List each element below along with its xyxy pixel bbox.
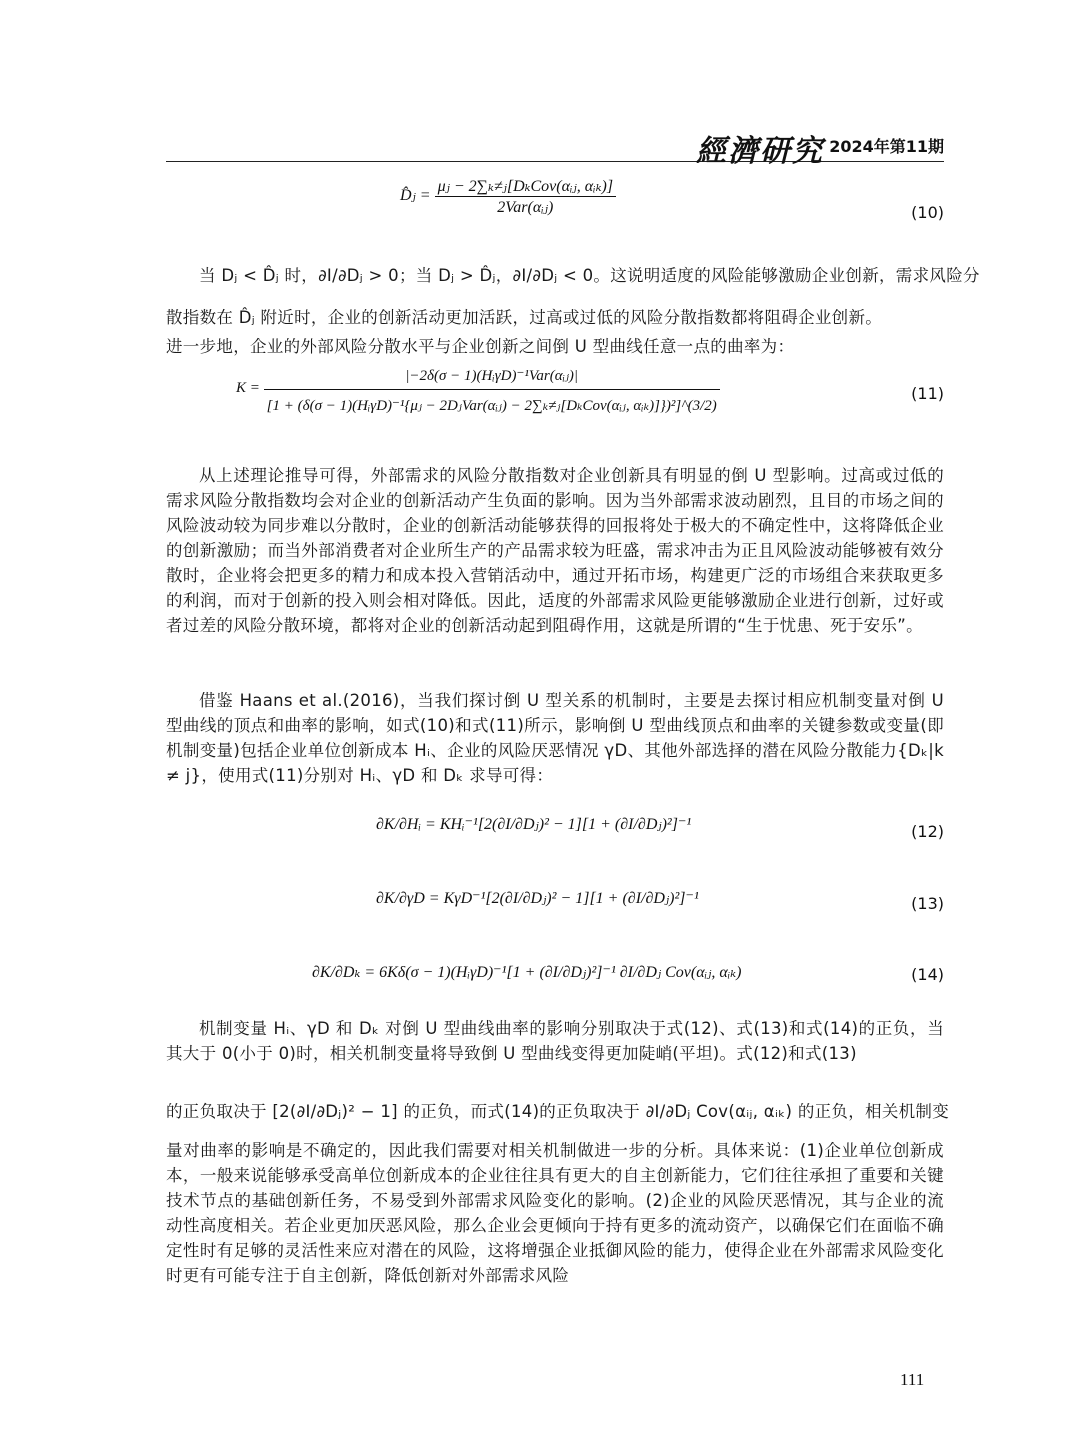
issue-label: 2024年第11期 (829, 137, 944, 156)
paragraph-4-part-b: 的正负取决于 [2(∂I/∂Dⱼ)² − 1] 的正负，而式(14)的正负取决于 ∂I/∂Dⱼ Cov(αᵢⱼ, αᵢₖ) 的正负，相关机制变 (166, 1102, 950, 1121)
paragraph-4-part-c: 量对曲率的影响是不确定的，因此我们需要对相关机制做进一步的分析。具体来说：(1)企业单位创新成本，一般来说能够承受高单位创新成本的企业往往具有更大的自主创新能力，它们往往承担了重要和关键技术节点的基础创新任务，不易受到外部需求风险变化的影响。(2)企业的风险厌恶情况，其与企业的流动性高度相关。若企业更加厌恶风险，那么企业会更倾向于持有更多的流动资产，以确保它们在面临不确定性时有足够的灵活性来应对潜在的风险，这将增强企业抵御风险的能力，使得企业在外部需求风险变化时更有可能专注于自主创新，降低创新对外部需求风险 (166, 1141, 944, 1285)
equation-13 (376, 888, 699, 908)
eq13-rhs: KγD⁻¹[2(∂I/∂Dⱼ)² − 1][1 + (∂I/∂Dⱼ)²]⁻¹ (443, 890, 699, 907)
equation-number-10: (10) (911, 203, 944, 222)
paragraph-1-line-3: 进一步地，企业的外部风险分散水平与企业创新之间倒 U 型曲线任意一点的曲率为： (166, 337, 795, 356)
eq10-numerator: μⱼ − 2∑ₖ≠ⱼ[DₖCov(αᵢⱼ, αᵢₖ)] (435, 176, 617, 197)
equation-10 (400, 176, 616, 217)
equation-number-14: (14) (911, 965, 944, 984)
eq11-numerator: |−2δ(σ − 1)(HᵢγD)⁻¹Var(αᵢⱼ)| (264, 362, 720, 390)
eq10-lhs: D̂ⱼ = (400, 187, 431, 205)
paragraph-4-part-a: 机制变量 Hᵢ、γD 和 Dₖ 对倒 U 型曲线曲率的影响分别取决于式(12)、式(13)和式(14)的正负，当其大于 0(小于 0)时，相关机制变量将导致倒 U 型曲线变得更加陡峭(平坦)。式(12)和式(13) (166, 1019, 944, 1063)
eq13-lhs: ∂K/∂γD = (376, 890, 440, 907)
paragraph-3: 借鉴 Haans et al.(2016)，当我们探讨倒 U 型关系的机制时，主要是去探讨相应机制变量对倒 U 型曲线的顶点和曲率的影响，如式(10)和式(11)所示，影响倒 U 型曲线顶点和曲率的关键参数或变量(即机制变量)包括企业单位创新成本 Hᵢ、企业的风险厌恶情况 γD、其他外部选择的潜在风险分散能力{Dₖ|k ≠ j}，使用式(11)分别对 Hᵢ、γD 和 Dₖ 求导可得： (166, 691, 944, 785)
eq14-lhs: ∂K/∂Dₖ = (312, 964, 376, 981)
journal-name: 經濟研究 (696, 134, 824, 169)
equation-number-12: (12) (911, 822, 944, 841)
equation-14 (312, 962, 741, 982)
page-number: 111 (900, 1370, 925, 1389)
eq11-denominator: [1 + (δ(σ − 1)(HᵢγD)⁻¹{μⱼ − 2DⱼVar(αᵢⱼ) − 2∑ₖ≠ⱼ[DₖCov(αᵢⱼ, αᵢₖ)]})²]^(3/2) (266, 398, 717, 414)
paragraph-1-line-2: 散指数在 D̂ⱼ 附近时，企业的创新活动更加活跃，过高或过低的风险分散指数都将阻碍企业创新。 (166, 308, 883, 327)
eq11-fraction (264, 362, 720, 415)
eq14-rhs: 6Kδ(σ − 1)(HᵢγD)⁻¹[1 + (∂I/∂Dⱼ)²]⁻¹ ∂I/∂Dⱼ Cov(αᵢⱼ, αᵢₖ) (379, 964, 742, 981)
eq12-lhs: ∂K/∂Hᵢ = (376, 816, 436, 833)
paragraph-2: 从上述理论推导可得，外部需求的风险分散指数对企业创新具有明显的倒 U 型影响。过高或过低的需求风险分散指数均会对企业的创新活动产生负面的影响。因为当外部需求波动剧烈，且目的市场之间的风险波动较为同步难以分散时，企业的创新活动能够获得的回报将处于极大的不确定性中，这将降低企业的创新激励；而当外部消费者对企业所生产的产品需求较为旺盛，需求冲击为正且风险波动能够被有效分散时，企业将会把更多的精力和成本投入营销活动中，通过开拓市场，构建更广泛的市场组合来获取更多的利润，而对于创新的投入则会相对降低。因此，适度的外部需求风险更能够激励企业进行创新，过好或者过差的风险分散环境，都将对企业的创新活动起到阻碍作用，这就是所谓的“生于忧患、死于安乐”。 (166, 466, 944, 635)
equation-11 (236, 362, 720, 415)
equation-number-11: (11) (911, 384, 944, 403)
eq12-rhs: KHᵢ⁻¹[2(∂I/∂Dⱼ)² − 1][1 + (∂I/∂Dⱼ)²]⁻¹ (439, 816, 692, 833)
equation-number-13: (13) (911, 894, 944, 913)
eq10-denominator: 2Var(αᵢⱼ) (497, 199, 554, 216)
running-header (166, 126, 944, 169)
equation-12 (376, 814, 691, 834)
paragraph-1-line-1: 当 Dⱼ < D̂ⱼ 时，∂I/∂Dⱼ > 0；当 Dⱼ > D̂ⱼ，∂I/∂Dⱼ < 0。这说明适度的风险能够激励企业创新，需求风险分 (199, 266, 980, 285)
eq11-lhs: K = (236, 380, 260, 396)
eq10-fraction (435, 176, 617, 217)
